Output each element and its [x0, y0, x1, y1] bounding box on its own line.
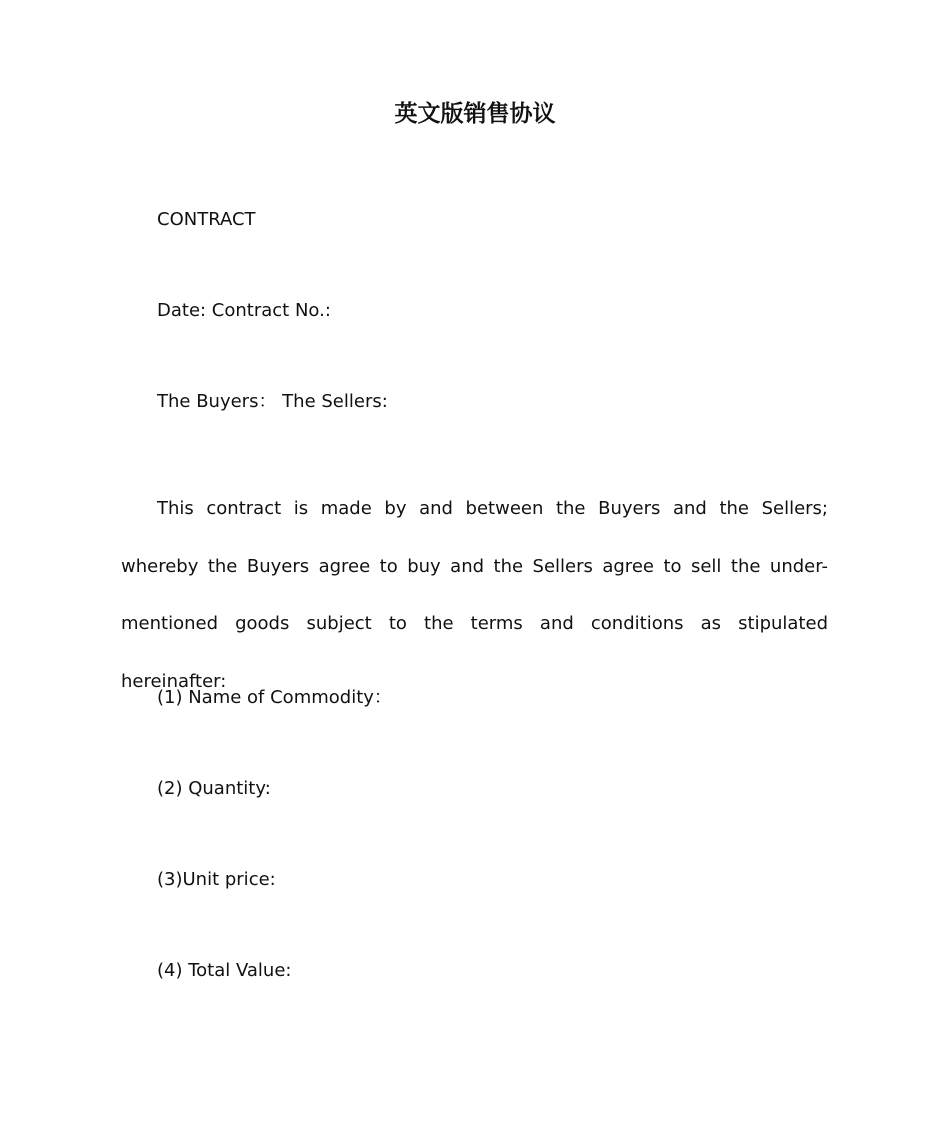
document-title: 英文版销售协议 [394, 101, 556, 127]
clause-quantity: (2) Quantity: [157, 778, 271, 799]
clause-name-of-commodity: (1) Name of Commodity： [157, 687, 392, 708]
clause-unit-price: (3)Unit price: [157, 869, 276, 890]
buyers-sellers-line: The Buyers： The Sellers: [157, 391, 388, 412]
date-contract-no-line: Date: Contract No.: [157, 300, 331, 321]
clause-total-value: (4) Total Value: [157, 960, 292, 981]
intro-paragraph: This contract is made by and between the Buyers and the Sellers; whereby the Buyers agree to buy and the Sellers agree to sell the under-mentioned goods subject to the terms and conditions as stipulated hereinafter: [121, 498, 828, 692]
contract-heading: CONTRACT [157, 209, 256, 230]
